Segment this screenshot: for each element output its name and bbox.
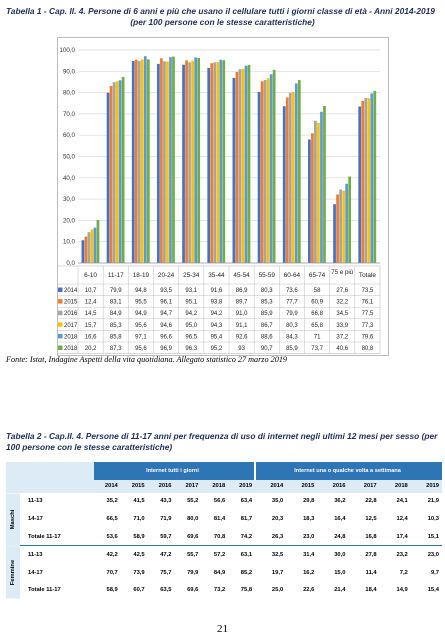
data-label: 96,5: [185, 334, 198, 341]
legend-label: 2015: [64, 299, 78, 306]
bar: [182, 65, 185, 263]
cell-value: 14,9: [396, 587, 408, 594]
data-label: 94,2: [210, 311, 223, 318]
bar: [373, 91, 376, 263]
bar: [207, 68, 210, 263]
year-header: 2019: [228, 480, 255, 493]
source-note: Fonte: Istat, Indagine Aspetti della vita quotidiana. Allegato statistico 27 marzo 2019: [6, 355, 288, 364]
cell-value: 35,2: [106, 498, 118, 505]
bar: [323, 106, 326, 263]
data-label: 58: [313, 288, 321, 294]
bar: [367, 98, 370, 263]
y-tick-label: 10,0: [62, 238, 75, 246]
data-label: 33,9: [336, 322, 349, 329]
cell-value: 24,8: [334, 533, 346, 540]
table-year-row: [6, 480, 442, 493]
table-corner: [6, 480, 94, 493]
cell-value: 29,8: [303, 498, 315, 505]
cell-value: 16,2: [303, 569, 315, 576]
cell-value: 31,4: [286, 546, 317, 564]
y-tick-label: 20,0: [62, 217, 75, 225]
cell-value: 71,0: [133, 515, 145, 522]
cell-value: 12,5: [365, 515, 377, 522]
row-label: Totale 11-17: [28, 533, 61, 540]
bar: [239, 69, 242, 263]
data-label: 96,6: [160, 334, 172, 341]
cell-value: 24,1: [396, 498, 408, 505]
cell-value: 17,4: [396, 533, 408, 540]
cell-value: 18,3: [303, 515, 315, 522]
bar: [122, 77, 125, 263]
data-label: 65,8: [311, 322, 323, 329]
bar: [342, 191, 345, 263]
bar: [333, 204, 336, 263]
bar: [320, 112, 323, 263]
bar: [132, 61, 135, 263]
bar: [267, 78, 270, 263]
cell-value: 43,3: [160, 498, 172, 505]
year-header: 2014: [94, 480, 121, 493]
bar: [135, 60, 138, 263]
data-label: 80,8: [361, 346, 374, 352]
data-label: 95,2: [210, 346, 223, 352]
data-label: 91,6: [210, 288, 223, 294]
data-label: 10,7: [84, 288, 97, 294]
bar: [119, 80, 122, 263]
legend-label: 2018: [64, 346, 78, 352]
cell-value: 84,9: [213, 569, 226, 576]
bar: [361, 101, 364, 263]
cell-value: 21,9: [427, 498, 439, 505]
cell-value: 22,8: [365, 498, 377, 505]
y-tick-label: 50,0: [62, 153, 75, 161]
cell-value: 15,0: [334, 569, 346, 576]
category-label: 35-44: [208, 272, 225, 279]
legend-swatch: [58, 311, 63, 316]
cell-value: 15,4: [427, 587, 439, 594]
cell-value: 53,6: [106, 533, 118, 540]
cell-value: 41,5: [133, 498, 145, 505]
cell-value: 80,0: [187, 515, 199, 522]
cell-value: 27,8: [349, 546, 380, 564]
band-weekly: Internet una o qualche volta a settimana: [255, 462, 442, 480]
cell-value: 23,0: [411, 546, 442, 564]
cell-value: 73,2: [213, 587, 226, 594]
table2-caption: Tabella 2 - Cap.II. 4. Persone di 11-17 anni per frequenza di uso di internet negli ultimi 12 mesi per sesso (per 100 persone con le stesse caratteristiche): [6, 431, 438, 452]
cell-value: 71,9: [160, 515, 172, 522]
data-label: 32,2: [336, 299, 349, 306]
data-label: 86,7: [260, 322, 273, 329]
bar: [185, 60, 188, 263]
bar: [97, 220, 100, 263]
data-label: 96,1: [160, 299, 172, 306]
cell-value: 20,3: [271, 515, 284, 522]
cell-value: 32,5: [255, 546, 286, 564]
category-label: 18-19: [132, 272, 150, 279]
data-label: 91,0: [235, 311, 248, 318]
y-tick-label: 0,0: [66, 260, 75, 267]
year-header: 2016: [317, 480, 348, 493]
year-header: 2014: [255, 480, 286, 493]
bar: [298, 80, 301, 263]
cell-value: 55,7: [175, 546, 202, 564]
cell-value: 81,7: [240, 515, 253, 522]
table-row: [6, 528, 442, 546]
cell-value: 30,0: [317, 546, 348, 564]
bar: [188, 62, 191, 263]
cell-value: 25,0: [271, 587, 284, 594]
year-header: 2016: [148, 480, 175, 493]
data-label: 15,7: [84, 322, 97, 329]
cell-value: 22,6: [303, 587, 315, 594]
category-label: 20-24: [157, 272, 175, 279]
bar: [94, 228, 97, 263]
bar: [364, 98, 367, 263]
legend-label: 2014: [64, 288, 78, 294]
year-header: 2019: [411, 480, 442, 493]
data-label: 88,6: [260, 334, 273, 341]
bar: [273, 70, 276, 263]
bar: [91, 230, 94, 263]
legend-swatch: [58, 334, 63, 339]
bar: [370, 93, 373, 263]
data-label: 73,6: [286, 288, 298, 294]
cell-value: 56,6: [213, 498, 226, 505]
legend-swatch: [58, 346, 63, 351]
data-label: 76,1: [361, 299, 374, 306]
data-label: 85,9: [286, 346, 298, 352]
bar: [157, 64, 160, 263]
data-label: 94,2: [185, 311, 198, 318]
bar: [261, 81, 264, 263]
cell-value: 74,2: [240, 533, 253, 540]
bar: [191, 61, 194, 263]
category-label: 55-59: [258, 272, 275, 279]
data-label: 93,8: [210, 299, 223, 306]
data-label: 79,6: [361, 334, 374, 341]
category-label: 45-54: [233, 272, 250, 279]
bar: [222, 60, 225, 263]
data-label: 91,1: [235, 322, 248, 329]
data-label: 93: [238, 346, 245, 352]
cell-value: 58,9: [133, 533, 145, 540]
bar: [311, 133, 314, 263]
data-label: 79,9: [109, 288, 122, 294]
bar: [172, 57, 175, 263]
cell-value: 21,4: [334, 587, 346, 594]
data-label: 87,3: [109, 346, 122, 352]
category-label: 11-17: [107, 272, 124, 279]
bar: [292, 92, 295, 263]
data-label: 90,7: [260, 346, 273, 352]
cell-value: 16,8: [365, 533, 377, 540]
cell-value: 11,4: [365, 569, 377, 576]
year-header: 2018: [201, 480, 228, 493]
table-row: [6, 493, 442, 511]
data-label: 71: [313, 334, 321, 341]
data-label: 73,5: [361, 288, 374, 294]
bar: [339, 190, 342, 263]
data-label: 97,1: [135, 334, 147, 341]
row-label: 11-13: [20, 546, 94, 564]
cell-value: 73,9: [133, 569, 145, 576]
table-row: [6, 582, 442, 600]
cell-value: 85,2: [240, 569, 253, 576]
data-label: 95,1: [185, 299, 198, 306]
bar: [248, 65, 251, 263]
cell-value: 7,2: [399, 569, 408, 576]
y-tick-label: 60,0: [62, 132, 75, 140]
data-label: 66,8: [311, 311, 323, 318]
year-header: 2015: [121, 480, 148, 493]
legend-label: 2018: [64, 334, 78, 341]
data-label: 84,3: [286, 334, 298, 341]
cell-value: 15,1: [427, 533, 439, 540]
table-row: [6, 510, 442, 528]
bar: [219, 60, 222, 263]
data-label: 89,7: [235, 299, 248, 306]
data-label: 83,1: [109, 299, 122, 306]
bar: [85, 237, 88, 263]
data-label: 27,6: [336, 288, 349, 294]
bar: [236, 72, 239, 263]
data-label: 37,2: [336, 334, 349, 341]
bar: [242, 69, 245, 263]
cell-value: 69,6: [187, 587, 199, 594]
data-label: 85,3: [260, 299, 273, 306]
bar: [116, 81, 119, 263]
data-label: 94,6: [160, 322, 172, 329]
y-tick-label: 70,0: [62, 110, 75, 118]
data-label: 93,1: [185, 288, 198, 294]
category-label: 65-74: [308, 272, 326, 279]
table1-caption: Tabella 1 - Cap. II. 4. Persone di 6 anni e più che usano il cellulare tutti i giorni classe di età - Anni 2014-2019: [6, 6, 435, 16]
data-label: 12,4: [84, 299, 97, 306]
cell-value: 47,2: [148, 546, 175, 564]
cell-value: 63,4: [240, 498, 253, 505]
legend-swatch: [58, 288, 63, 293]
bar: [258, 92, 261, 263]
data-label: 73,7: [311, 346, 323, 352]
data-label: 86,9: [235, 288, 248, 294]
row-label: 11-13: [28, 498, 43, 505]
cell-value: 79,9: [187, 569, 199, 576]
data-label: 80,3: [286, 322, 298, 329]
data-label: 95,6: [135, 322, 147, 329]
data-label: 95,0: [185, 322, 198, 329]
cell-value: 70,8: [213, 533, 226, 540]
data-label: 95,6: [135, 346, 147, 352]
bar: [358, 106, 361, 263]
cell-value: 10,3: [427, 515, 439, 522]
bar: [82, 240, 85, 263]
cell-value: 18,4: [365, 587, 377, 594]
legend-swatch: [58, 322, 63, 327]
group-label: Femmine: [6, 546, 20, 599]
category-label: 25-34: [183, 272, 200, 279]
data-label: 20,2: [84, 346, 97, 352]
category-label: 60-64: [283, 272, 301, 279]
data-label: 94,9: [135, 311, 147, 318]
year-header: 2018: [380, 480, 411, 493]
data-label: 77,5: [361, 311, 374, 318]
cell-value: 12,4: [396, 515, 408, 522]
data-label: 34,5: [336, 311, 349, 318]
bar: [194, 57, 197, 263]
data-label: 14,5: [84, 311, 97, 318]
year-header: 2017: [175, 480, 202, 493]
data-label: 79,9: [286, 311, 298, 318]
bar: [270, 74, 273, 263]
cell-value: 9,7: [430, 569, 439, 576]
y-tick-label: 100,0: [59, 47, 75, 54]
cell-value: 23,2: [380, 546, 411, 564]
cell-value: 35,0: [271, 498, 284, 505]
bar: [283, 106, 286, 263]
data-label: 94,7: [160, 311, 172, 318]
data-label: 94,3: [210, 322, 223, 329]
cell-value: 26,3: [271, 533, 284, 540]
row-label: 14-17: [28, 569, 43, 576]
cell-value: 55,2: [187, 498, 199, 505]
data-label: 40,6: [336, 346, 349, 352]
y-tick-label: 40,0: [62, 174, 75, 182]
table-row: [6, 546, 442, 564]
data-label: 96,9: [160, 346, 172, 352]
legend-label: 2017: [64, 322, 78, 329]
data-label: 85,8: [109, 334, 122, 341]
cell-value: 42,2: [94, 546, 121, 564]
category-label: 6-10: [84, 272, 97, 279]
bar: [144, 56, 147, 263]
bar: [160, 58, 163, 263]
legend-label: 2016: [64, 311, 78, 318]
bar: [141, 59, 144, 263]
data-label: 94,8: [135, 288, 147, 294]
bar: [113, 82, 116, 263]
bar: [166, 62, 169, 263]
bar: [107, 93, 110, 263]
table-corner: [6, 462, 94, 480]
bar: [336, 194, 339, 263]
data-label: 95,4: [210, 334, 223, 341]
table2: [6, 462, 442, 599]
y-tick-label: 90,0: [62, 68, 75, 76]
cell-value: 63,5: [160, 587, 172, 594]
bar: [210, 63, 213, 263]
cell-value: 36,2: [334, 498, 346, 505]
cell-value: 75,8: [240, 587, 253, 594]
cell-value: 57,2: [201, 546, 228, 564]
group-label: Maschi: [6, 493, 20, 546]
y-tick-label: 80,0: [62, 89, 75, 97]
bar: [317, 123, 320, 263]
row-label: Totale 11-17: [28, 587, 61, 594]
bar: [295, 83, 298, 263]
bar: [308, 139, 311, 263]
cell-value: 58,9: [106, 587, 118, 594]
cell-value: 63,1: [228, 546, 255, 564]
bar: [169, 57, 172, 263]
cell-value: 42,5: [121, 546, 148, 564]
bar: [216, 62, 219, 263]
bar: [348, 177, 351, 263]
bar: [286, 97, 289, 263]
year-header: 2017: [349, 480, 380, 493]
bar: [88, 232, 91, 263]
data-label: 60,9: [311, 299, 323, 306]
chart-frame: [57, 37, 389, 356]
bar: [197, 58, 200, 263]
bar: [345, 184, 348, 263]
data-label: 85,9: [260, 311, 273, 318]
band-daily: Internet tutti i giorni: [94, 462, 255, 480]
bar: [110, 86, 113, 263]
data-label: 80,3: [260, 288, 273, 294]
legend-swatch: [58, 299, 63, 304]
cell-value: 59,7: [160, 533, 172, 540]
data-label: 77,7: [286, 299, 298, 306]
y-tick-label: 30,0: [62, 196, 75, 204]
data-label: 92,6: [235, 334, 248, 341]
bar: [314, 121, 317, 263]
year-header: 2015: [286, 480, 317, 493]
cell-value: 60,7: [133, 587, 145, 594]
bar: [213, 62, 216, 263]
cell-value: 16,4: [334, 515, 346, 522]
bar: [138, 61, 141, 263]
category-label: Totale: [358, 272, 376, 279]
row-label: 14-17: [28, 515, 43, 522]
table-row: [6, 564, 442, 582]
bar: [289, 93, 292, 263]
bar: [264, 80, 267, 263]
cell-value: 19,7: [271, 569, 284, 576]
cell-value: 69,6: [187, 533, 199, 540]
data-label: 93,5: [160, 288, 172, 294]
data-label: 84,9: [109, 311, 122, 318]
category-label: 75 e più: [331, 269, 354, 276]
bar: [233, 78, 236, 263]
bar-chart: [58, 38, 388, 355]
table1-subcaption: (per 100 persone con le stesse caratteristiche): [130, 17, 315, 27]
bar: [245, 66, 248, 263]
cell-value: 23,0: [303, 533, 315, 540]
data-label: 85,3: [109, 322, 122, 329]
cell-value: 70,7: [106, 569, 118, 576]
data-label: 77,3: [361, 322, 374, 329]
cell-value: 66,5: [106, 515, 118, 522]
cell-value: 75,7: [160, 569, 172, 576]
page-number: 21: [217, 623, 228, 635]
data-label: 96,3: [185, 346, 198, 352]
table-band-row: [6, 462, 442, 480]
data-table-frame: [58, 266, 380, 354]
bar: [147, 59, 150, 263]
bar: [163, 61, 166, 263]
data-label: 16,6: [84, 334, 97, 341]
data-label: 95,5: [135, 299, 147, 306]
cell-value: 81,4: [213, 515, 226, 522]
